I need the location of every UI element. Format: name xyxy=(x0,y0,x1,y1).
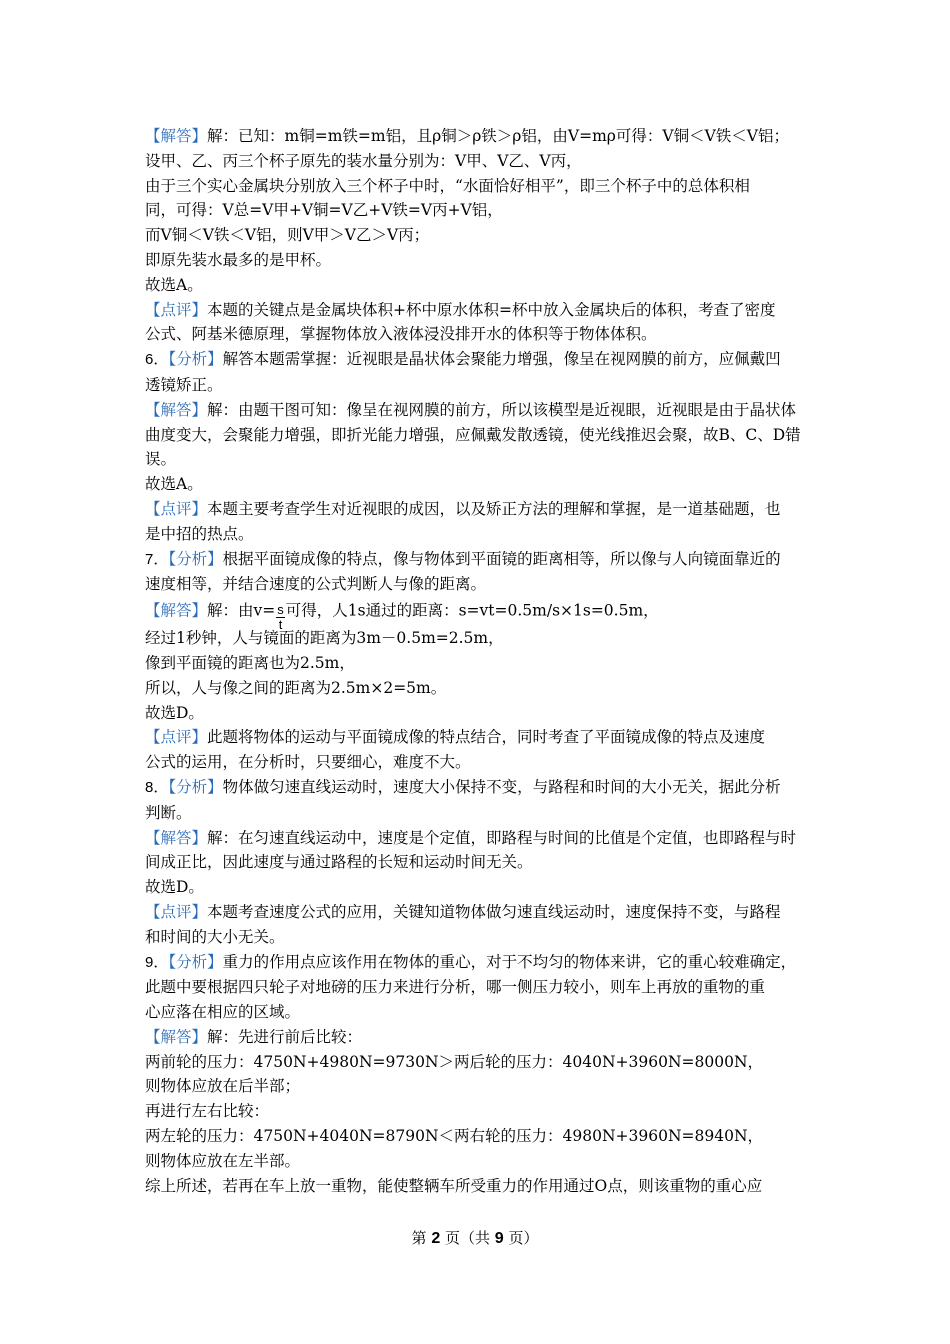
line-text: 故选A。 xyxy=(145,475,203,494)
text-line xyxy=(145,875,815,900)
line-text: 而V铜＜V铁＜V铝，则V甲＞V乙＞V丙； xyxy=(145,226,430,245)
section-tag: 【点评】 xyxy=(145,728,208,747)
text-line xyxy=(145,1050,815,1075)
text-line xyxy=(145,322,815,347)
footer-middle: 页（共 xyxy=(440,1229,495,1247)
text-line xyxy=(145,701,815,726)
line-text: 设甲、乙、丙三个杯子原先的装水量分别为：V甲、V乙、V丙， xyxy=(145,151,582,170)
line-text: 物体做匀速直线运动时，速度大小保持不变，与路程和时间的大小无关，据此分析 xyxy=(222,777,781,796)
text-line xyxy=(145,651,815,676)
line-text: 综上所述，若再在车上放一重物，能使整辆车所受重力的作用通过O点，则该重物的重心应 xyxy=(145,1176,763,1195)
text-line xyxy=(145,900,815,925)
line-text: 本题考查速度公式的应用，关键知道物体做匀速直线运动时，速度保持不变，与路程 xyxy=(207,902,781,921)
text-line xyxy=(145,522,815,547)
text-line xyxy=(145,347,815,373)
line-text: 公式、阿基米德原理，掌握物体放入液体浸没排开水的体积等于物体体积。 xyxy=(145,325,657,344)
text-line xyxy=(145,298,815,323)
line-text: 心应落在相应的区域。 xyxy=(145,1003,301,1022)
line-text: 同，可得：V总=V甲+V铜=V乙+V铁=V丙+V铝， xyxy=(145,201,503,220)
line-text: 本题的关键点是金属块体积+杯中原水体积=杯中放入金属块后的体积，考查了密度 xyxy=(207,300,776,319)
line-text: 此题中要根据四只轮子对地磅的压力来进行分析，哪一侧压力较小，则车上再放的重物的重 xyxy=(145,978,766,997)
line-text: 则物体应放在后半部； xyxy=(145,1077,301,1096)
text-line xyxy=(145,975,815,1000)
line-text: 故选D。 xyxy=(145,703,204,722)
text-line xyxy=(145,1025,815,1050)
line-text: 间成正比，因此速度与通过路程的长短和运动时间无关。 xyxy=(145,853,533,872)
question-number: 6． xyxy=(145,351,169,369)
text-line xyxy=(145,925,815,950)
line-text: 由于三个实心金属块分别放入三个杯子中时，“水面恰好相平”，即三个杯子中的总体积相 xyxy=(145,176,750,195)
line-text: 重力的作用点应该作用在物体的重心，对于不均匀的物体来讲，它的重心较难确定， xyxy=(222,952,797,971)
answer-text xyxy=(145,124,815,1198)
section-tag: 【分析】 xyxy=(168,777,223,796)
text-line xyxy=(145,801,815,826)
question-number: 9． xyxy=(145,953,169,971)
text-line xyxy=(145,1149,815,1174)
text-line xyxy=(145,1000,815,1025)
text-line xyxy=(145,950,815,976)
section-tag: 【分析】 xyxy=(168,952,223,971)
velocity-fraction xyxy=(276,603,285,632)
section-tag: 【点评】 xyxy=(145,300,208,319)
section-tag: 【解答】 xyxy=(145,1027,208,1046)
section-tag: 【解答】 xyxy=(145,400,208,419)
text-line xyxy=(145,1174,815,1199)
text-line xyxy=(145,1099,815,1124)
fraction-numerator: s xyxy=(277,602,284,618)
line-text: 即原先装水最多的是甲杯。 xyxy=(145,250,332,269)
line-text: 误。 xyxy=(145,450,177,469)
fraction-denominator: t xyxy=(278,617,283,633)
text-line xyxy=(145,198,815,223)
line-text: 根据平面镜成像的特点，像与物体到平面镜的距离相等，所以像与人向镜面靠近的 xyxy=(222,549,781,568)
footer-page-number: 2 xyxy=(431,1230,441,1247)
line-text: 再进行左右比较： xyxy=(145,1102,270,1121)
text-line xyxy=(145,750,815,775)
text-line xyxy=(145,174,815,199)
text-line xyxy=(145,447,815,472)
line-text: 解：在匀速直线运动中，速度是个定值，即路程与时间的比值是个定值，也即路程与时 xyxy=(207,828,797,847)
line-text: 故选D。 xyxy=(145,878,204,897)
text-line xyxy=(145,725,815,750)
text-line xyxy=(145,124,815,149)
text-line xyxy=(145,547,815,573)
line-text: 透镜矫正。 xyxy=(145,375,223,394)
text-line xyxy=(145,826,815,851)
section-tag: 【解答】 xyxy=(145,828,208,847)
line-text: 故选A。 xyxy=(145,275,203,294)
section-tag: 【点评】 xyxy=(145,499,208,518)
line-text: 则物体应放在左半部。 xyxy=(145,1151,301,1170)
text-line xyxy=(145,850,815,875)
section-tag: 【解答】 xyxy=(145,601,208,620)
section-tag: 【点评】 xyxy=(145,902,208,921)
line-text: 解：由题干图可知：像呈在视网膜的前方，所以该模型是近视眼，近视眼是由于晶状体 xyxy=(207,400,797,419)
line-text: 两前轮的压力：4750N+4980N=9730N＞两后轮的压力：4040N+3960N=8000N， xyxy=(145,1052,764,1071)
text-line xyxy=(145,497,815,522)
section-tag: 【分析】 xyxy=(168,350,223,369)
line-text: 两左轮的压力：4750N+4040N=8790N＜两右轮的压力：4980N+3960N=8940N， xyxy=(145,1127,764,1146)
line-text: 解：已知：m铜=m铁=m铝，且ρ铜＞ρ铁＞ρ铝，由V=mρ可得：V铜＜V铁＜V铝； xyxy=(207,127,789,145)
line-text: 解答本题需掌握：近视眼是晶状体会聚能力增强，像呈在视网膜的前方，应佩戴凹 xyxy=(222,350,781,369)
line-text-continued: 可得，人1s通过的距离：s=vt=0.5m/s×1s=0.5m， xyxy=(285,601,659,620)
line-text: 判断。 xyxy=(145,803,192,822)
footer-total-pages: 9 xyxy=(494,1230,504,1247)
footer-prefix: 第 xyxy=(411,1229,432,1247)
section-tag: 【解答】 xyxy=(145,127,208,145)
text-line xyxy=(145,398,815,423)
line-text: 和时间的大小无关。 xyxy=(145,927,285,946)
text-line xyxy=(145,1074,815,1099)
text-line xyxy=(145,273,815,298)
footer-suffix: 页） xyxy=(503,1229,539,1247)
text-line xyxy=(145,626,815,651)
line-text: 公式的运用，在分析时，只要细心，难度不大。 xyxy=(145,753,471,772)
text-line xyxy=(145,373,815,398)
line-text: 像到平面镜的距离也为2.5m， xyxy=(145,653,355,672)
page-footer xyxy=(0,1227,950,1248)
line-text: 所以，人与像之间的距离为2.5m×2=5m。 xyxy=(145,678,447,697)
question-number: 7． xyxy=(145,550,169,568)
question-number: 8． xyxy=(145,778,169,796)
text-line xyxy=(145,676,815,701)
line-text: 此题将物体的运动与平面镜成像的特点结合，同时考查了平面镜成像的特点及速度 xyxy=(207,728,766,747)
text-line xyxy=(145,775,815,801)
text-line xyxy=(145,423,815,448)
text-line xyxy=(145,248,815,273)
text-line xyxy=(145,472,815,497)
line-text: 是中招的热点。 xyxy=(145,524,254,543)
text-line xyxy=(145,223,815,248)
line-text: 曲度变大，会聚能力增强，即折光能力增强，应佩戴发散透镜，使光线推迟会聚，故B、C、D错 xyxy=(145,425,801,444)
line-text: 本题主要考查学生对近视眼的成因，以及矫正方法的理解和掌握，是一道基础题，也 xyxy=(207,499,781,518)
line-text: 经过1秒钟，人与镜面的距离为3m－0.5m=2.5m， xyxy=(145,629,504,648)
text-line xyxy=(145,149,815,174)
line-text: 速度相等，并结合速度的公式判断人与像的距离。 xyxy=(145,575,487,594)
text-line xyxy=(145,597,815,633)
text-line xyxy=(145,572,815,597)
section-tag: 【分析】 xyxy=(168,549,223,568)
text-line xyxy=(145,1124,815,1149)
line-text: 解：由v= xyxy=(207,601,276,620)
line-text: 解：先进行前后比较： xyxy=(207,1027,363,1046)
